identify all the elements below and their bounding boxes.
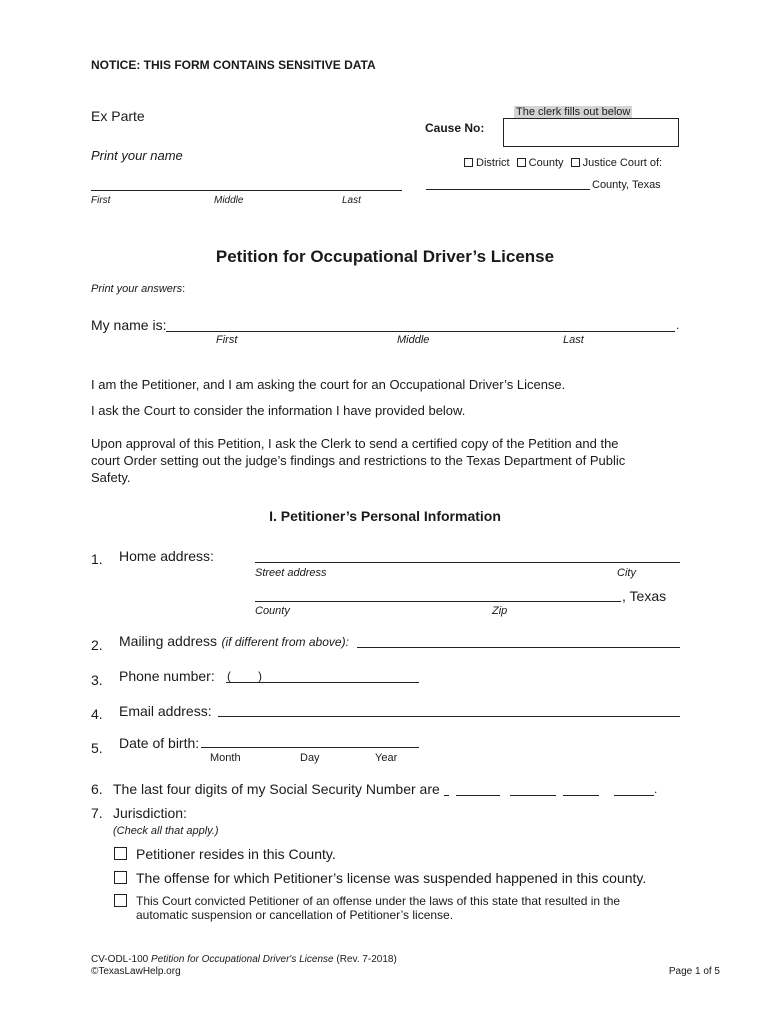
item-4-number: 4.: [91, 706, 103, 722]
my-name-field[interactable]: [166, 331, 675, 332]
consider-statement: I ask the Court to consider the information I have provided below.: [91, 403, 466, 418]
date-of-birth-field[interactable]: [201, 747, 419, 748]
district-checkbox[interactable]: [464, 158, 473, 167]
ssn-digit-5-field[interactable]: [614, 795, 654, 796]
email-address-label: Email address:: [119, 703, 212, 719]
day-label: Day: [300, 752, 320, 764]
year-label: Year: [375, 752, 398, 764]
ssn-digit-3-field[interactable]: [510, 795, 556, 796]
my-name-last-label: Last: [563, 334, 584, 346]
ssn-digit-2-field[interactable]: [456, 795, 500, 796]
jurisdiction-offense-checkbox[interactable]: [114, 871, 127, 884]
section-1-title: I. Petitioner’s Personal Information: [269, 508, 501, 524]
jurisdiction-conviction-label: This Court convicted Petitioner of an offense under the laws of this state that resulted in the automatic suspension or cancellation of Petitioner’s license.: [136, 894, 621, 922]
name-first-label: First: [91, 195, 111, 206]
jurisdiction-label: Jurisdiction:: [113, 805, 187, 821]
item-3-number: 3.: [91, 672, 103, 688]
home-address-street-city-field[interactable]: [255, 562, 680, 563]
home-address-label: Home address:: [119, 548, 214, 564]
city-label: City: [617, 567, 636, 579]
petitioner-name-field[interactable]: [91, 190, 402, 191]
page-title: Petition for Occupational Driver’s License: [215, 247, 555, 266]
page-number: Page 1 of 5: [668, 966, 720, 977]
district-label: District: [476, 157, 510, 169]
print-your-name-label: Print your name: [91, 148, 183, 163]
footer-form-info: CV-ODL-100 Petition for Occupational Driver's License (Rev. 7-2018) ©TexasLawHelp.org: [91, 954, 397, 977]
phone-paren-open: (: [227, 669, 231, 683]
ssn-label: The last four digits of my Social Security Number are: [113, 781, 440, 797]
name-period: .: [676, 318, 680, 332]
cause-no-label: Cause No:: [425, 121, 485, 135]
ssn-digit-4-field[interactable]: [563, 795, 599, 796]
item-6-number: 6.: [91, 781, 103, 797]
home-address-county-zip-field[interactable]: [255, 601, 621, 602]
item-7-number: 7.: [91, 805, 103, 821]
ssn-digit-1-field[interactable]: [444, 795, 449, 796]
jurisdiction-conviction-checkbox[interactable]: [114, 894, 127, 907]
zip-label: Zip: [492, 605, 508, 617]
my-name-first-label: First: [216, 334, 238, 346]
petitioner-statement: I am the Petitioner, and I am asking the court for an Occupational Driver’s License.: [91, 377, 566, 392]
item-5-number: 5.: [91, 740, 103, 756]
ssn-period: .: [654, 782, 658, 796]
email-address-field[interactable]: [218, 716, 680, 717]
county-label: County: [255, 605, 290, 617]
ex-parte-label: Ex Parte: [91, 108, 145, 124]
jurisdiction-resides-label: Petitioner resides in this County.: [136, 846, 336, 862]
my-name-middle-label: Middle: [397, 334, 430, 346]
texas-label: , Texas: [622, 588, 667, 604]
approval-statement: Upon approval of this Petition, I ask the Clerk to send a certified copy of the Petition and the court Order setting out the judge’s findings and restrictions to the Texas Department of Public Safety.: [91, 436, 626, 485]
clerk-note: The clerk fills out below: [516, 106, 631, 118]
phone-number-label: Phone number:: [119, 668, 215, 684]
mailing-address-label: Mailing address (if different from above):: [119, 633, 349, 649]
county-checkbox[interactable]: [517, 158, 526, 167]
jurisdiction-offense-label: The offense for which Petitioner’s license was suspended happened in this county.: [136, 870, 647, 886]
mailing-address-field[interactable]: [357, 647, 680, 648]
name-last-label: Last: [342, 195, 361, 206]
item-2-number: 2.: [91, 637, 103, 653]
cause-no-field[interactable]: [503, 118, 679, 147]
print-your-answers-label: Print your answers:: [91, 283, 186, 295]
street-address-label: Street address: [255, 567, 327, 579]
check-all-label: (Check all that apply.): [113, 825, 219, 837]
phone-number-field[interactable]: [226, 682, 419, 683]
month-label: Month: [210, 752, 241, 764]
name-middle-label: Middle: [214, 195, 244, 206]
my-name-is-label: My name is:: [91, 317, 167, 333]
justice-label: Justice Court of:: [582, 157, 663, 169]
court-options: [464, 157, 662, 169]
jurisdiction-resides-checkbox[interactable]: [114, 847, 127, 860]
justice-checkbox[interactable]: [571, 158, 580, 167]
date-of-birth-label: Date of birth:: [119, 735, 200, 751]
county-name-field[interactable]: [426, 189, 590, 190]
item-1-number: 1.: [91, 551, 103, 567]
phone-paren-close: ): [258, 669, 262, 683]
county-texas-label: County, Texas: [592, 179, 661, 191]
sensitive-data-notice: NOTICE: THIS FORM CONTAINS SENSITIVE DATA: [91, 58, 376, 72]
county-label: County: [528, 157, 564, 169]
